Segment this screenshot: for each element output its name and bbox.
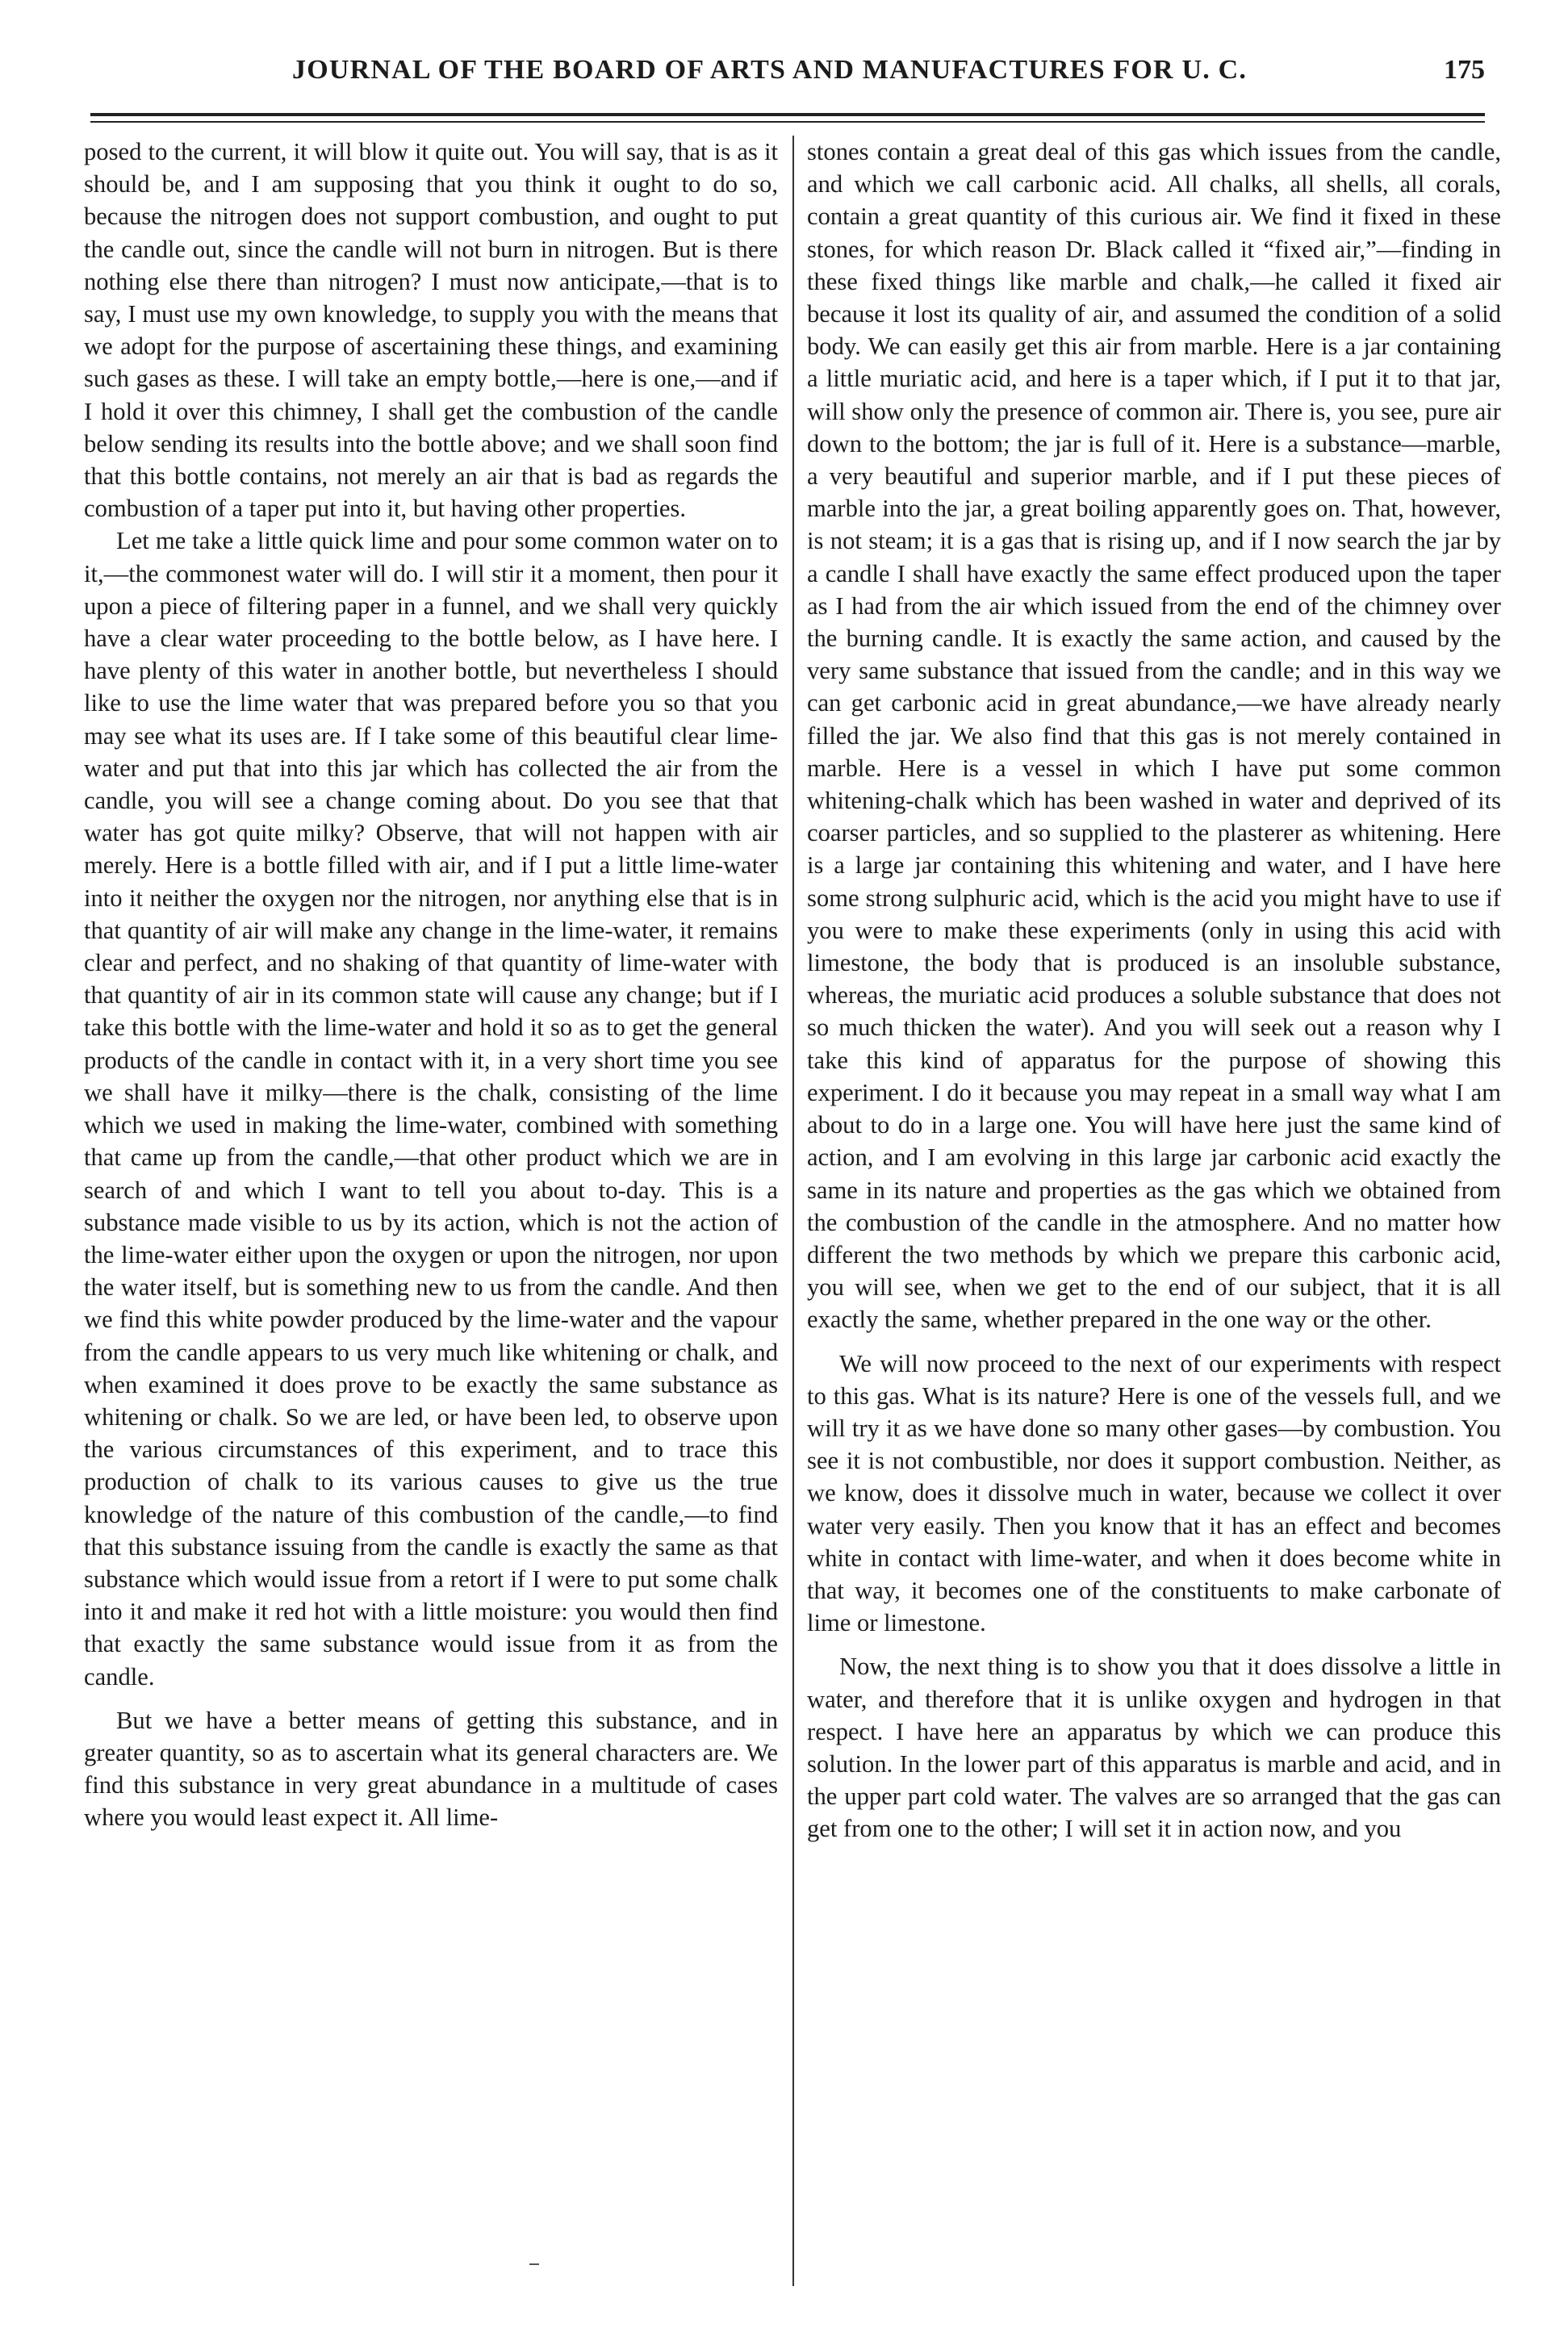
- page-number: 175: [1444, 55, 1485, 85]
- header-rule-thick: [90, 113, 1485, 116]
- left-paragraph-1: posed to the current, it will blow it quite out. You will say, that is as it should be, and I am supposing that you think it ought to do so, because the nitrogen does not support combustion, and ought to put the candle out, since the candle will not burn in nitrogen. But is there nothing else there than nitrogen? I must now anticipate,—that is to say, I must use my own knowledge, to supply you with the means that we adopt for the purpose of ascertaining these things, and examining such gases as these. I will take an empty bottle,—here is one,—and if I hold it over this chimney, I shall get the combustion of the candle below sending its results into the bottle above; and we shall soon find that this bottle contains, not merely an air that is bad as regards the combustion of a taper put into it, but having other properties.: [84, 138, 778, 523]
- left-paragraph-2: Let me take a little quick lime and pour some common water on to it,—the commonest water will do. I will stir it a moment, then pour it upon a piece of filtering paper in a funnel, and we shall very quickly have a clear water proceeding to the bottle below, as I have here. I have plenty of this water in another bottle, but nevertheless I should like to use the lime water that was prepared before you so that you may see what its uses are. If I take some of this beautiful clear lime-water and put that into this jar which has collected the air from the candle, you will see a change coming about. Do you see that that water has got quite milky? Observe, that will not happen with air merely. Here is a bottle filled with air, and if I put a little lime-water into it neither the oxygen nor the nitrogen, nor anything else that is in that quantity of air will make any change in the lime-water, it remains clear and perfect, and no shaking of that quantity of lime-water with that quantity of air in its common state will cause any change; but if I take this bottle with the lime-water and hold it so as to get the general products of the candle in contact with it, in a very short time you see we shall have it milky—there is the chalk, consisting of the lime which we used in making the lime-water, combined with something that came up from the candle,—that other product which we are in search of and which I want to tell you about to-day. This is a substance made visible to us by its action, which is not the action of the lime-water either upon the oxygen or upon the nitrogen, nor upon the water itself, but is something new to us from the candle. And then we find this white powder produced by the lime-water and the vapour from the candle appears to us very much like whitening or chalk, and when examined it does prove to be exactly the same substance as whitening or chalk. So we are led, or have been led, to observe upon the various circumstances of this experiment, and to trace this production of chalk to its various causes to give us the true knowledge of the nature of this combustion of the candle,—to find that this substance issuing from the candle is exactly the same as that substance which would issue from a retort if I were to put some chalk into it and make it red hot with a little moisture: you would then find that exactly the same substance would issue from it as from the candle.: [84, 527, 778, 1691]
- left-paragraph-3: But we have a better means of getting this substance, and in greater quantity, so as to ascertain what its general characters are. We find this substance in very great abundance in a multitude of cases where you would least expect it. All lime-: [84, 1706, 778, 1832]
- right-column: [807, 136, 1501, 2286]
- column-divider: [792, 136, 794, 2286]
- page-header: [90, 47, 1485, 98]
- right-paragraph-1: stones contain a great deal of this gas which issues from the candle, and which we call carbonic acid. All chalks, all shells, all corals, contain a great quantity of this curious air. We find it fixed in these stones, for which reason Dr. Black called it “fixed air,”—finding in these fixed things like marble and chalk,—he called it fixed air because it lost its quality of air, and assumed the condition of a solid body. We can easily get this air from marble. Here is a jar containing a little muriatic acid, and here is a taper which, if I put it to that jar, will show only the presence of common air. There is, you see, pure air down to the bottom; the jar is full of it. Here is a substance—marble, a very beautiful and superior marble, and if I put these pieces of marble into the jar, a great boiling apparently goes on. That, however, is not steam; it is a gas that is rising up, and if I now search the jar by a candle I shall have exactly the same effect produced upon the taper as I had from the air which issued from the end of the chimney over the burning candle. It is exactly the same action, and caused by the very same substance that issued from the candle; and in this way we can get carbonic acid in great abundance,—we have already nearly filled the jar. We also find that this gas is not merely contained in marble. Here is a vessel in which I have put some common whitening-chalk which has been washed in water and deprived of its coarser particles, and so supplied to the plasterer as whitening. Here is a large jar containing this whitening and water, and I have here some strong sulphuric acid, which is the acid you might have to use if you were to make these experiments (only in using this acid with limestone, the body that is produced is an insoluble substance, whereas, the muriatic acid produces a soluble substance that does not so much thicken the water). And you will seek out a reason why I take this kind of apparatus for the purpose of showing this experiment. I do it because you may repeat in a small way what I am about to do in a large one. You will have here just the same kind of action, and I am evolving in this large jar carbonic acid exactly the same in its nature and properties as the gas which we obtained from the combustion of the candle in the atmosphere. And no matter how different the two methods by which we prepare this carbonic acid, you will see, when we get to the end of our subject, that it is all exactly the same, whether prepared in the one way or the other.: [807, 138, 1501, 1334]
- footer-mark: [529, 2263, 539, 2265]
- left-column: [84, 136, 778, 2286]
- right-paragraph-2: We will now proceed to the next of our experiments with respect to this gas. What is its nature? Here is one of the vessels full, and we will try it as we have done so many other gases—by combustion. You see it is not combustible, nor does it support combustion. Neither, as we know, does it dissolve much in water, because we collect it over water very easily. Then you know that it has an effect and becomes white in contact with lime-water, and when it does become white in that way, it becomes one of the constituents to make carbonate of lime or limestone.: [807, 1349, 1501, 1637]
- right-paragraph-3: Now, the next thing is to show you that it does dissolve a little in water, and therefore that it is unlike oxygen and hydrogen in that respect. I have here an apparatus by which we can produce this solution. In the lower part of this apparatus is marble and acid, and in the upper part cold water. The valves are so arranged that the gas can get from one to the other; I will set it in action now, and you: [807, 1653, 1501, 1843]
- running-title: JOURNAL OF THE BOARD OF ARTS AND MANUFACTURES FOR U. C.: [292, 55, 1248, 85]
- header-rule-thin: [90, 121, 1485, 123]
